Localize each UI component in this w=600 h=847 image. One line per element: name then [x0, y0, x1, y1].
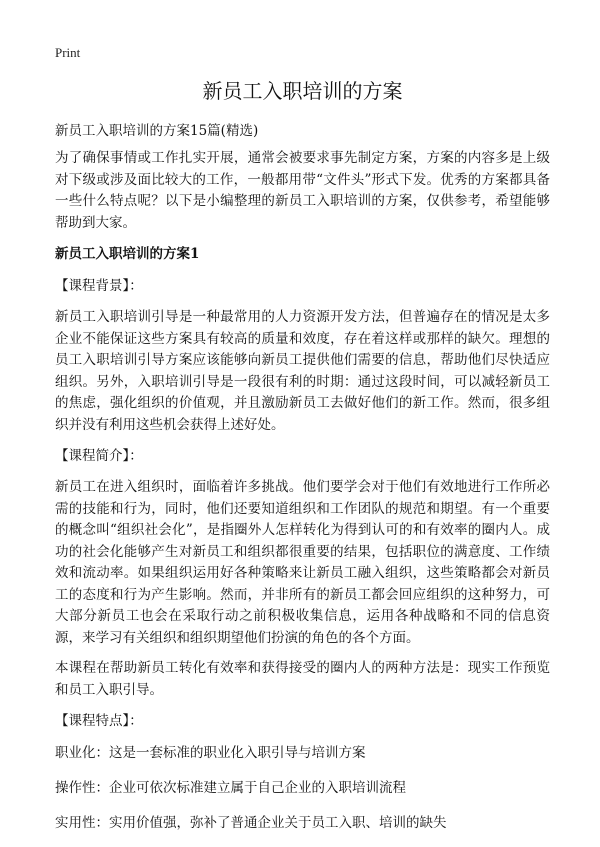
course-intro-label: 【课程简介】： — [55, 448, 143, 464]
print-link[interactable]: Print — [55, 45, 81, 60]
intro-paragraph: 为了确保事情或工作扎实开展，通常会被要求事先制定方案，方案的内容多是上级对下级或涉及面比较大的工作，一般都用带“文件头”形式下发。优秀的方案都具备一些什么特点呢？以下是小编整理的新员工入职培训的方案，仅供参考，希望能够帮助到大家。 — [55, 150, 550, 231]
document-body — [55, 76, 550, 847]
features-label: 【课程特点】： — [55, 713, 143, 729]
document-subtitle: 新员工入职培训的方案15篇(精选) — [55, 123, 259, 139]
section-heading: 新员工入职培训的方案1 — [55, 246, 200, 262]
page-title: 新员工入职培训的方案 — [202, 79, 403, 103]
feature-line: 操作性：企业可依次标准建立属于自己企业的入职培训流程 — [55, 780, 406, 796]
course-intro-paragraph: 新员工在进入组织时，面临着许多挑战。他们要学会对于他们有效地进行工作所必需的技能和行为，同时，他们还要知道组织和工作团队的规范和期望。有一个重要的概念叫“组织社会化”，是指圈外人怎样转化为得到认可的和有效率的圈内人。成功的社会化能够产生对新员工和组织都很重要的结果，包括职位的满意度、工作绩效和流动率。如果组织运用好各种策略来让新员工融入组织，这些策略都会对新员工的态度和行为产生影响。然而，并非所有的新员工都会回应组织的这种努力，可大部分新员工也会在采取行动之前积极收集信息，运用各种战略和不同的信息资源，来学习有关组织和组织期望他们扮演的角色的各个方面。 — [55, 479, 550, 646]
background-label: 【课程背景】： — [55, 278, 143, 294]
feature-line: 实用性：实用价值强，弥补了普通企业关于员工入职、培训的缺失 — [55, 815, 447, 831]
background-paragraph: 新员工入职培训引导是一种最常用的人力资源开发方法，但普遍存在的情况是太多企业不能保证这些方案具有较高的质量和效度，存在着这样或那样的缺欠。理想的员工入职培训引导方案应该能够向新员工提供他们需要的信息，帮助他们尽快适应组织。另外，入职培训引导是一段很有利的时期：通过这段时间，可以减轻新员工的焦虑，强化组织的价值观，并且激励新员工去做好他们的新工作。然而，很多组织并没有利用这些机会获得上述好处。 — [55, 309, 550, 433]
method-paragraph: 本课程在帮助新员工转化有效率和获得接受的圈内人的两种方法是：现实工作预览和员工入职引导。 — [55, 660, 550, 698]
feature-line: 职业化：这是一套标准的职业化入职引导与培训方案 — [55, 745, 366, 761]
